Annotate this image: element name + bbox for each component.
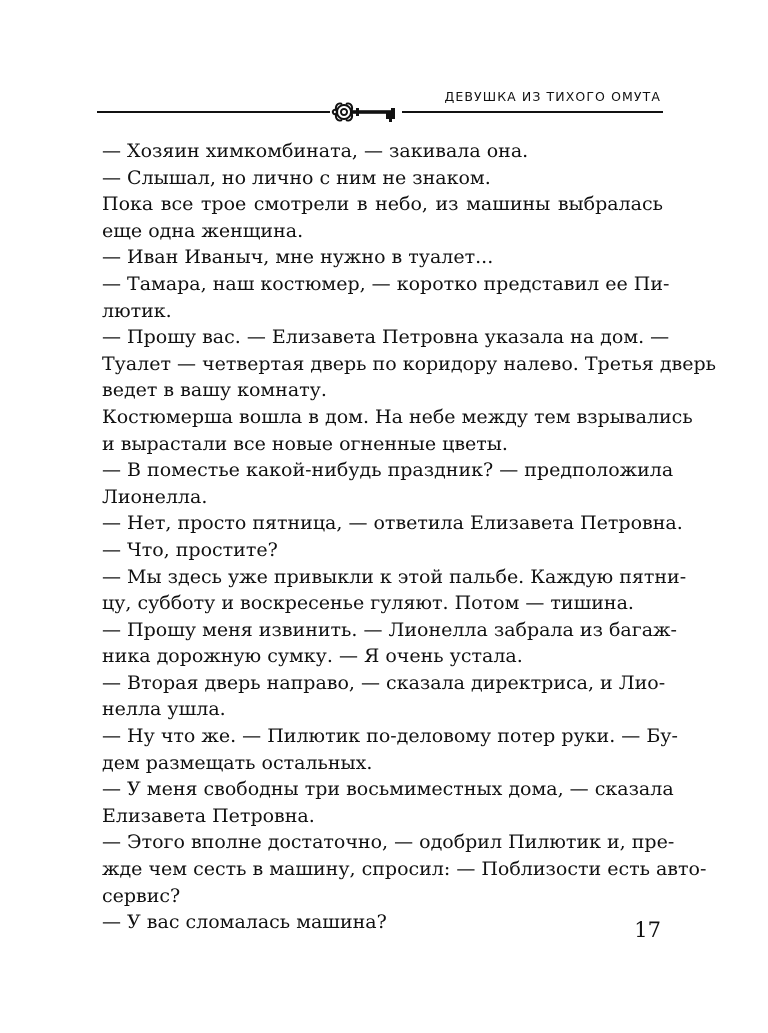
paragraph <box>97 457 674 510</box>
text-line: ведет в вашу комнату. <box>102 379 327 402</box>
text-line: — Слышал, но лично с ним не знаком. <box>102 166 491 189</box>
paragraph <box>97 138 663 165</box>
text-line: нелла ушла. <box>102 698 226 721</box>
text-line: Пока все трое смотрели в небо, из машины выбралась <box>102 193 663 216</box>
paragraph <box>97 191 663 244</box>
text-line: Лионелла. <box>102 485 208 508</box>
text-line: Костюмерша вошла в дом. На небе между тем взрывались <box>102 405 693 428</box>
text-line: — У вас сломалась машина? <box>102 911 387 934</box>
paragraph <box>97 617 677 670</box>
text-line: — Ну что же. — Пилютик по-деловому потер руки. — Бу- <box>102 725 678 748</box>
paragraph <box>97 670 666 723</box>
text-line: еще одна женщина. <box>102 219 304 242</box>
text-line: цу, субботу и воскресенье гуляют. Потом — тишина. <box>102 592 634 615</box>
page-number: 17 <box>634 918 661 942</box>
paragraph <box>97 165 663 192</box>
paragraph <box>97 510 683 537</box>
text-line: — Иван Иваныч, мне нужно в туалет... <box>102 246 494 269</box>
text-line: — У меня свободны три восьмиместных дома, — сказала <box>102 778 674 801</box>
text-line: — Мы здесь уже привыкли к этой пальбе. Каждую пятни- <box>102 565 687 588</box>
running-head-title: ДЕВУШКА ИЗ ТИХОГО ОМУТА <box>444 89 661 104</box>
paragraph <box>97 564 687 617</box>
text-line: — Прошу вас. — Елизавета Петровна указала на дом. — <box>102 326 670 349</box>
text-line: — В поместье какой-нибудь праздник? — предположила <box>102 459 674 482</box>
paragraph <box>97 404 693 457</box>
key-ornament-icon <box>330 98 402 126</box>
paragraph <box>97 271 670 324</box>
text-line: Туалет — четвертая дверь по коридору налево. Третья дверь <box>102 352 716 375</box>
text-line: — Что, простите? <box>102 538 278 561</box>
text-line: — Хозяин химкомбината, — закивала она. <box>102 140 529 162</box>
body-text <box>97 138 716 936</box>
text-line: и вырастали все новые огненные цветы. <box>102 432 508 455</box>
text-line: ника дорожную сумку. — Я очень устала. <box>102 645 523 668</box>
text-line: дем размещать остальных. <box>102 751 373 774</box>
paragraph <box>97 723 678 776</box>
text-line: Елизавета Петровна. <box>102 804 315 827</box>
text-line: жде чем сесть в машину, спросил: — Поблизости есть авто- <box>102 858 707 881</box>
text-line: сервис? <box>102 884 181 907</box>
paragraph <box>97 909 663 936</box>
text-line: — Нет, просто пятница, — ответила Елизавета Петровна. <box>102 512 683 535</box>
paragraph <box>97 324 716 404</box>
text-line: — Тамара, наш костюмер, — коротко представил ее Пи- <box>102 272 670 295</box>
paragraph <box>97 829 707 909</box>
paragraph <box>97 244 663 271</box>
text-line: — Вторая дверь направо, — сказала директриса, и Лио- <box>102 671 666 694</box>
paragraph <box>97 776 674 829</box>
paragraph <box>97 537 663 564</box>
text-line: лютик. <box>102 299 172 322</box>
text-line: — Этого вполне достаточно, — одобрил Пилютик и, пре- <box>102 831 675 854</box>
text-line: — Прошу меня извинить. — Лионелла забрала из багаж- <box>102 618 677 641</box>
